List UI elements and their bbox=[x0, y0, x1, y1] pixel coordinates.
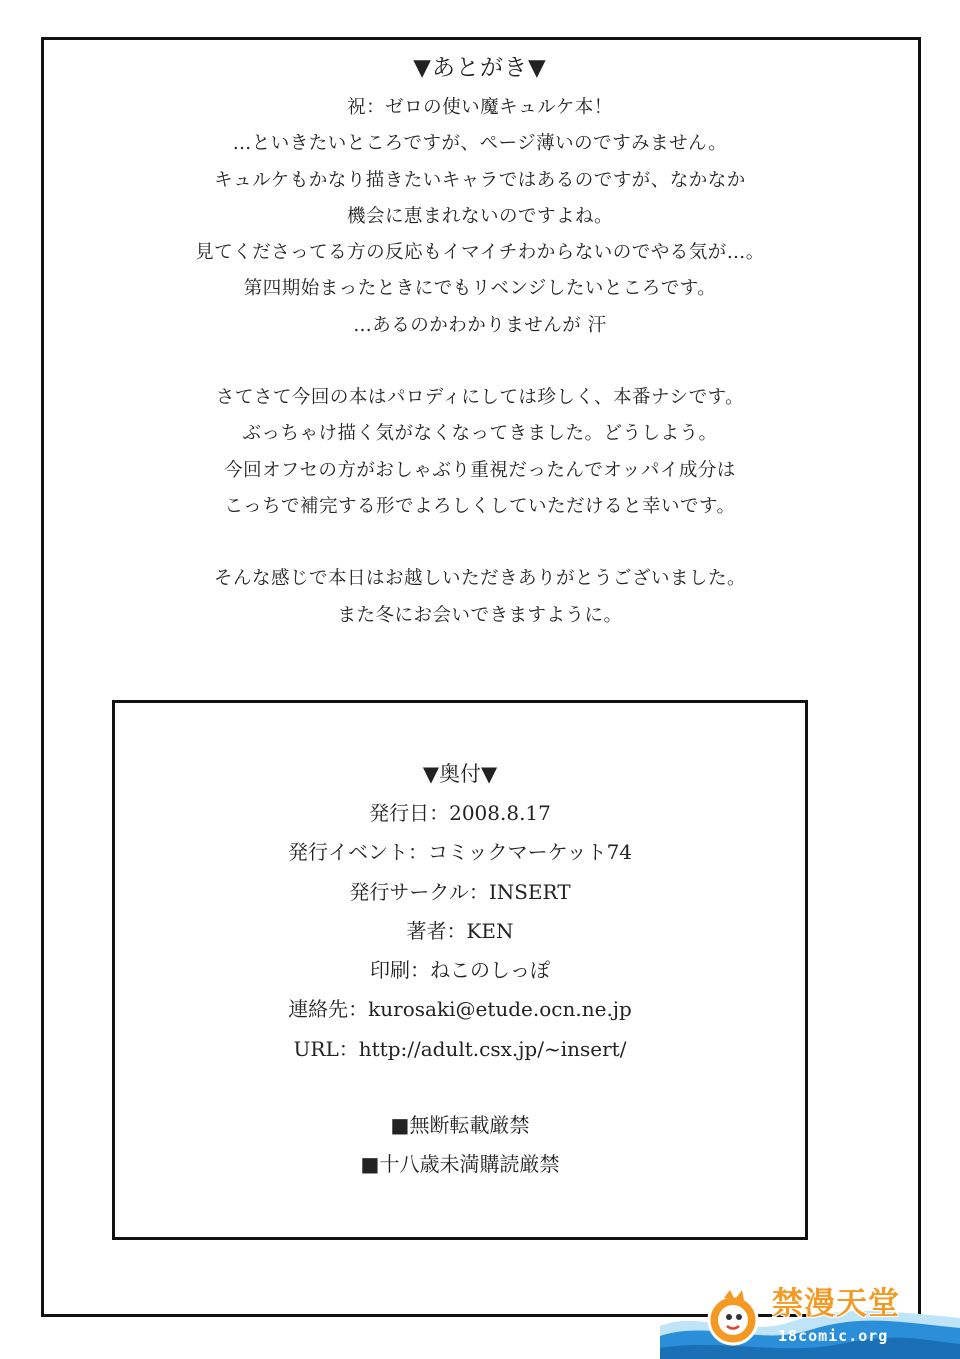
text-line: …といきたいところですが、ページ薄いのですみません。 bbox=[232, 133, 728, 155]
contact-email: 連絡先：kurosaki@etude.ocn.ne.jp bbox=[288, 997, 632, 1022]
text-line: 今回オフセの方がおしゃぶり重視だったんでオッパイ成分は bbox=[224, 459, 736, 481]
publish-date: 発行日：2008.8.17 bbox=[369, 801, 551, 825]
publish-circle: 発行サークル：INSERT bbox=[349, 879, 571, 904]
afterword-paragraph bbox=[0, 561, 960, 634]
afterword-paragraph bbox=[0, 90, 960, 344]
colophon-content bbox=[115, 755, 805, 1184]
watermark-title: 禁漫天堂 bbox=[772, 1286, 900, 1322]
publish-event: 発行イベント：コミックマーケット74 bbox=[287, 840, 633, 865]
colophon-title: ▼奥付▼ bbox=[422, 762, 498, 786]
text-line: 見てくださってる方の反応もイマイチわからないのでやる気が…。 bbox=[195, 242, 765, 264]
afterword-paragraph bbox=[0, 380, 960, 525]
notice-age-restriction: ■十八歳未満購読厳禁 bbox=[360, 1152, 560, 1177]
watermark-url: 18comic.org bbox=[778, 1327, 889, 1345]
website-url: URL：http://adult.csx.jp/~insert/ bbox=[293, 1036, 627, 1061]
notices bbox=[115, 1106, 805, 1184]
afterword-title: ▼あとがき▼ bbox=[413, 55, 547, 81]
afterword-section bbox=[0, 50, 960, 670]
text-line: また冬にお会いできますように。 bbox=[337, 604, 623, 626]
text-line: 機会に恵まれないのですよね。 bbox=[346, 205, 613, 227]
text-line: キュルケもかなり描きたいキャラではあるのですが、なかなか bbox=[214, 169, 746, 191]
text-line: ぶっちゃけ描く気がなくなってきました。どうしよう。 bbox=[242, 423, 718, 445]
mascot-logo-icon bbox=[702, 1286, 764, 1348]
site-watermark bbox=[660, 1280, 960, 1359]
text-line: 祝：ゼロの使い魔キュルケ本！ bbox=[347, 97, 613, 118]
text-line: 第四期始まったときにでもリベンジしたいところです。 bbox=[243, 278, 717, 300]
text-line: そんな感じで本日はお越しいただきありがとうございました。 bbox=[213, 568, 746, 590]
text-line: こっちで補完する形でよろしくしていただけると幸いです。 bbox=[224, 495, 736, 517]
text-line: さてさて今回の本はパロディにしては珍しく、本番ナシです。 bbox=[215, 387, 745, 409]
text-line: …あるのかわかりませんが 汗 bbox=[353, 314, 607, 336]
printer: 印刷：ねこのしっぽ bbox=[370, 958, 550, 983]
colophon-box bbox=[112, 700, 808, 1240]
author: 著者：KEN bbox=[406, 918, 514, 943]
notice-no-reprint: ■無断転載厳禁 bbox=[390, 1113, 530, 1138]
